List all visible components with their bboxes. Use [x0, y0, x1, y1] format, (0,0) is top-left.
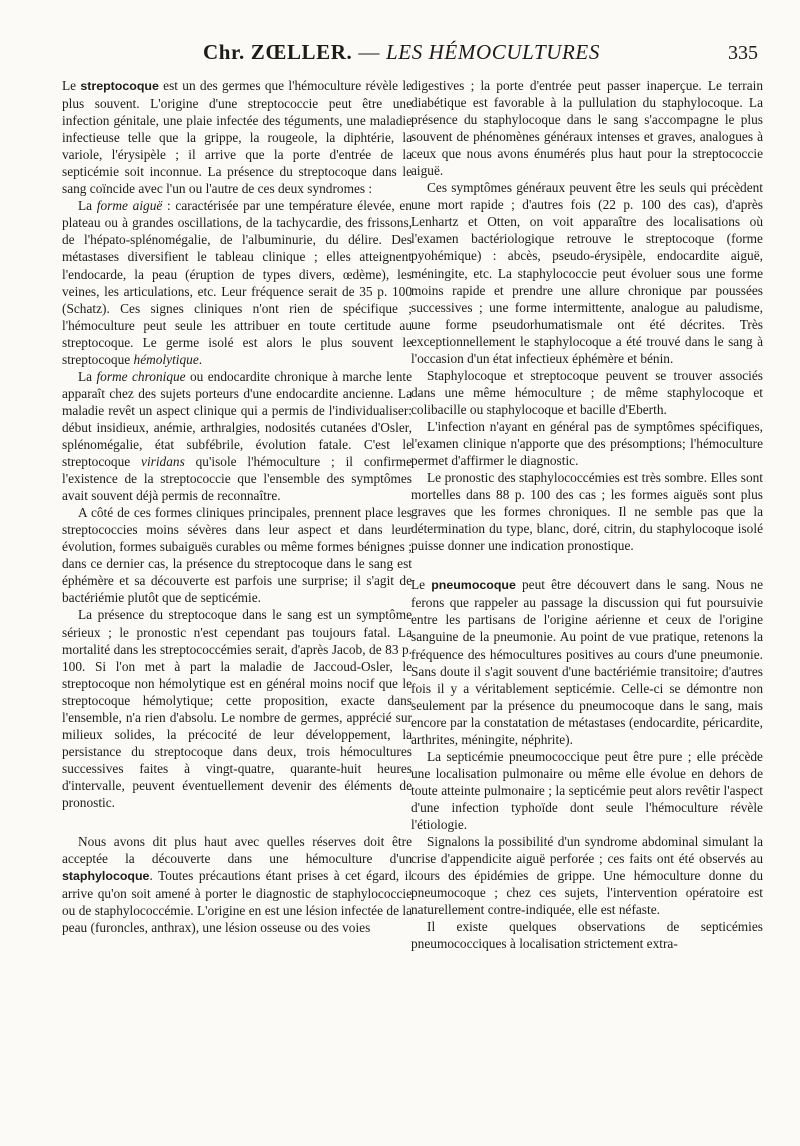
author-name: Chr. ZŒLLER. — [203, 40, 353, 64]
paragraph-lead: La — [78, 368, 93, 384]
paragraph-end: . — [198, 351, 203, 367]
paragraph-lead: Le — [62, 78, 77, 93]
term-pneumocoque: pneumocoque — [431, 578, 516, 593]
paragraph-text: ou endocardite chronique à marche lente apparaît chez des sujets porteurs d'une endocardite ancienne. La maladie revêt un aspect clinique qui a permis de l'individualiser: début insidieux, anémie, arthralgies, nodosités cutanées d'Osler, splénomégalie, état subfébrile, évolution fatale. C'est le streptocoque — [62, 368, 412, 470]
term-forme-chronique: forme chronique — [96, 368, 186, 384]
paragraph-localisation: Il existe quelques observations de septicémies pneumococciques à localisation strictement extra- — [411, 919, 763, 952]
paragraph-pronostic-staphylocoque: Le pronostic des staphylococcémies est très sombre. Elles sont mortelles dans 88 p. 100 des cas ; les formes aiguës sont plus graves que les formes chroniques. Il ne semble pas que la détermination du type, blanc, doré, citrin, du staphylocoque isolé puisse donner une indication pronostique. — [411, 470, 763, 554]
paragraph-associations: Staphylocoque et streptocoque peuvent se trouver associés dans une même hémoculture ; de même staphylocoque et colibacille ou staphylocoque et bacille d'Eberth. — [411, 367, 763, 417]
paragraph-septicemie-pneumococcique: La septicémie pneumococcique peut être pure ; elle précède une localisation pulmonaire ou même elle évolue en dehors de toute atteinte pulmonaire ; la septicémie peut alors revêtir l'aspect d'une infection typhoïde dont seule l'hémoculture révèle l'étiologie. — [411, 748, 763, 832]
paragraph-formes-secondaires: A côté de ces formes cliniques principales, prennent place les streptococcies moins sévères dans leur aspect et dans leur évolution, formes subaiguës curables ou même formes bénignes ; dans ce dernier cas, la présence du streptocoque dans le sang est éphémère et sa découverte est parfois une surprise; il s'agit de bactériémie plutôt que de septicémie. — [62, 505, 412, 606]
title-separator: — — [358, 40, 380, 64]
paragraph-streptocoque — [62, 77, 412, 197]
page-number: 335 — [728, 42, 758, 64]
paragraph-text: Nous avons dit plus haut avec quelles réserves doit être acceptée la découverte dans une hémoculture d'un — [62, 834, 412, 867]
term-forme-aigue: forme aiguë — [96, 198, 163, 214]
paragraph-text: : caractérisée par une température élevée, en plateau ou à grandes oscillations, de la tachycardie, des frissons, de l'hépato-splénomégalie, de l'albuminurie, du délire. Des métastases diversifient le tableau clinique ; elles atteignent l'endocarde, la peau (éruption de types divers, œdème), les veines, les articulations, etc. Leur fréquence serait de 35 p. 100 (Schatz). Ces signes cliniques n'ont rien de spécifique ; l'hémoculture peut seule les attribuer en toute certitude au streptocoque. Le germe isolé est alors le plus souvent le streptocoque — [62, 198, 412, 367]
term-staphylocoque: staphylocoque — [62, 869, 150, 884]
paragraph-lead: Le — [411, 577, 426, 593]
paragraph-lead: La — [78, 198, 93, 214]
paragraph-text-continued: qu'isole l'hémoculture ; il confirme l'existence de la streptococcie que l'ensemble des symptômes avait souvent déjà permis de reconnaître. — [62, 454, 412, 504]
term-streptocoque: streptocoque — [80, 79, 159, 93]
chapter-title: LES HÉMOCULTURES — [386, 40, 600, 64]
paragraph-staphylocoque — [62, 833, 412, 936]
paragraph-text-continued: . Toutes précautions étant prises à cet égard, il arrive qu'on soit amené à porter le diagnostic de staphylococcie ou de staphylococcémie. L'origine en est une lésion infectée de la peau (furoncles, anthrax), une lésion osseuse ou des voies — [62, 868, 412, 936]
left-column — [62, 77, 412, 936]
term-hemolytique: hémolytique — [133, 351, 199, 367]
paragraph-pneumocoque — [411, 576, 763, 747]
paragraph-diagnostic: L'infection n'ayant en général pas de symptômes spécifiques, l'examen clinique n'apporte que des présomptions; l'hémoculture permet d'affirmer le diagnostic. — [411, 418, 763, 469]
right-column — [411, 77, 763, 952]
paragraph-syndrome-abdominal: Signalons la possibilité d'un syndrome abdominal simulant la crise d'appendicite aiguë perforée ; ces faits ont été observés au cours des épidémies de grippe. Une hémoculture donne du pneumocoque ; chez ces sujets, l'intervention opératoire est naturellement contre-indiquée, elle est néfaste. — [411, 834, 763, 918]
running-head — [0, 40, 800, 68]
paragraph-forme-chronique — [62, 368, 412, 504]
paragraph-text: peut être découvert dans le sang. Nous ne ferons que rappeler au passage la discussion qui fut poursuivie entre les partisans de l'origine aérienne et ceux de l'origine sanguine de la pneumonie. Au point de vue pratique, retenons la fréquence des hémocultures positives au cours d'une pneumonie. Sans doute il s'agit souvent d'une bactériémie transitoire; d'autres fois il y a véritablement septicémie. Celle-ci se démontre non seulement par la présence du pneumocoque dans le sang, mais encore par la constatation de métastases (endocardite, péricardite, arthrites, méningite, néphrite). — [411, 577, 763, 747]
paragraph-staphylocoque-suite: digestives ; la porte d'entrée peut passer inaperçue. Le terrain diabétique est favorable à la pullulation du staphylocoque. La présence du staphylocoque dans le sang s'accompagne le plus souvent de phénomènes généraux intenses et graves, analogues à ceux que nous avons énumérés plus haut pour la streptococcie aiguë. — [411, 78, 763, 179]
running-title — [203, 40, 600, 65]
paragraph-pronostic-streptocoque: La présence du streptocoque dans le sang est un symptôme sérieux ; le pronostic n'est cependant pas toujours fatal. La mortalité dans les streptococcémies serait, d'après Jacob, de 83 p. 100. Si l'on met à part la maladie de Jaccoud-Osler, le streptocoque non hémolytique est en général moins nocif que le streptocoque hémolytique; cette proposition, exacte dans l'ensemble, n'a rien d'absolu. Le nombre de germes, apprécié sur milieux solides, la précocité de leur développement, la persistance du streptocoque dans deux, trois hémocultures successives faites à vingt-quatre, quarante-huit heures d'intervalle, peuvent éventuellement devenir des éléments de pronostic. — [62, 607, 412, 810]
paragraph-forme-aigue — [62, 197, 412, 367]
paragraph-symptomes-generaux: Ces symptômes généraux peuvent être les seuls qui précèdent une mort rapide ; d'autres fois (22 p. 100 des cas), d'après Lenhartz et Otten, on voit apparaître des localisations où l'examen bactériologique retrouve le streptocoque (forme pyohémique) : abcès, pseudo-érysipèle, endocardite aiguë, méningite, etc. La staphylococcie peut évoluer sous une forme moins rapide et prendre une allure chronique par poussées successives ; une forme intermittente, analogue au paludisme, une forme pseudorhumatismale ont été décrites. Très exceptionnellement le staphylocoque a été trouvé dans le sang à l'occasion d'un état infectieux éphémère et bénin. — [411, 180, 763, 366]
paragraph-text: est un des germes que l'hémoculture révèle le plus souvent. L'origine d'une streptococcie peut être une infection génitale, une plaie infectée des téguments, une maladie infectieuse telle que la grippe, la rougeole, la diphtérie, la variole, l'érysipèle ; il arrive que la porte d'entrée de la septicémie soit inconnue. La présence du streptocoque dans le sang coïncide avec l'un ou l'autre de ces deux syndromes : — [62, 78, 412, 197]
term-viridans: viridans — [141, 454, 185, 470]
